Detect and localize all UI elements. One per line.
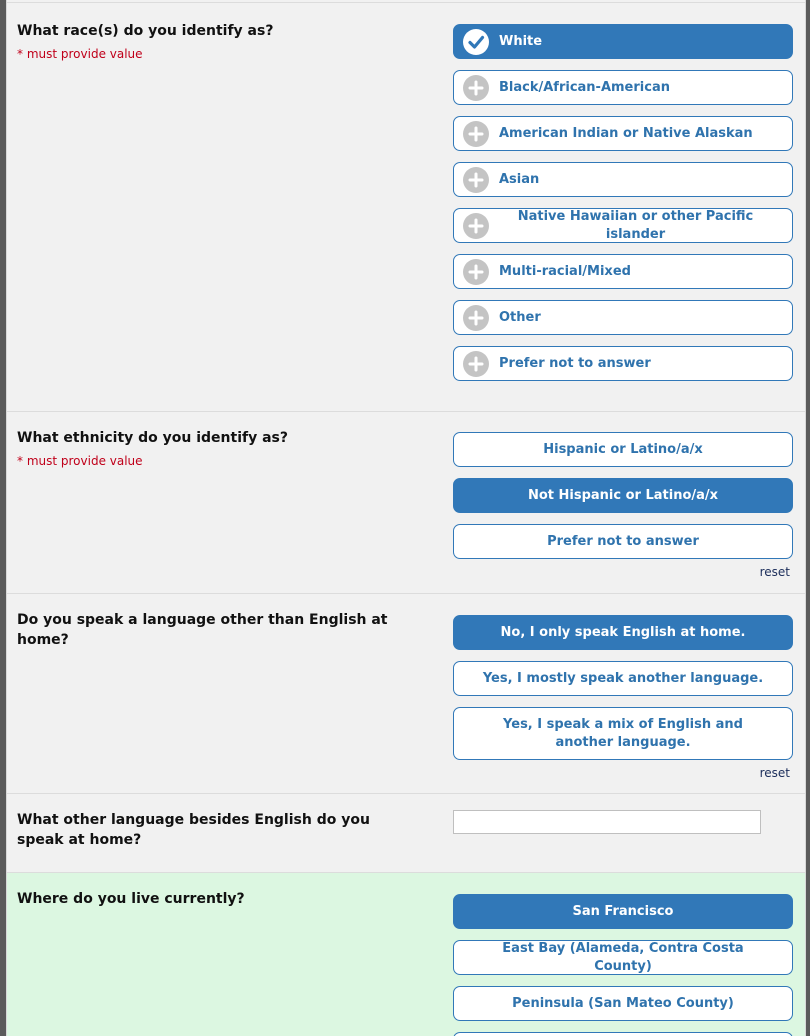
race-option-asian[interactable]: [453, 162, 793, 197]
check-circle-icon: [463, 29, 489, 55]
option-label: Native Hawaiian or other Pacific islander: [517, 208, 754, 242]
ethnicity-reset-link[interactable]: reset: [759, 565, 790, 579]
race-section: [7, 2, 805, 411]
language-home-section: [7, 593, 805, 793]
plus-circle-icon: [463, 351, 489, 377]
plus-circle-icon: [463, 305, 489, 331]
plus-circle-icon: [463, 259, 489, 285]
ethnicity-option-prefer-not[interactable]: Prefer not to answer: [453, 524, 793, 559]
residence-option-san-francisco[interactable]: San Francisco: [453, 894, 793, 929]
option-label: White: [499, 33, 543, 49]
race-option-white[interactable]: [453, 24, 793, 59]
option-label: Multi-racial/Mixed: [499, 263, 631, 279]
other-language-section: [7, 793, 805, 872]
race-option-prefer-not[interactable]: [453, 346, 793, 381]
option-label: Prefer not to answer: [499, 355, 651, 371]
plus-circle-icon: [463, 167, 489, 193]
language-home-question: Do you speak a language other than English at home?: [17, 612, 388, 648]
residence-option-next[interactable]: [453, 1032, 793, 1036]
survey-page: [6, 0, 806, 1036]
residence-section: [7, 872, 805, 1036]
plus-circle-icon: [463, 213, 489, 239]
plus-circle-icon: [463, 75, 489, 101]
ethnicity-section: [7, 411, 805, 593]
race-question: What race(s) do you identify as?: [17, 23, 274, 39]
ethnicity-option-not-hispanic[interactable]: Not Hispanic or Latino/a/x: [453, 478, 793, 513]
language-option-mostly-other[interactable]: Yes, I mostly speak another language.: [453, 661, 793, 696]
residence-question: Where do you live currently?: [17, 891, 245, 907]
race-required-note: * must provide value: [17, 47, 143, 61]
ethnicity-option-hispanic[interactable]: Hispanic or Latino/a/x: [453, 432, 793, 467]
race-option-native-hawaiian[interactable]: [453, 208, 793, 243]
residence-option-east-bay[interactable]: East Bay (Alameda, Contra Costa County): [453, 940, 793, 975]
option-label: Asian: [499, 171, 540, 187]
race-option-black[interactable]: [453, 70, 793, 105]
language-reset-link[interactable]: reset: [759, 766, 790, 780]
option-label: Other: [499, 309, 541, 325]
other-language-question: What other language besides English do you speak at home?: [17, 812, 370, 848]
race-option-american-indian[interactable]: [453, 116, 793, 151]
ethnicity-question: What ethnicity do you identify as?: [17, 430, 288, 446]
race-option-other[interactable]: [453, 300, 793, 335]
option-label: American Indian or Native Alaskan: [499, 125, 753, 141]
language-option-english-only[interactable]: No, I only speak English at home.: [453, 615, 793, 650]
option-label: Black/African-American: [499, 79, 670, 95]
other-language-input[interactable]: [453, 810, 761, 834]
plus-circle-icon: [463, 121, 489, 147]
race-option-multiracial[interactable]: [453, 254, 793, 289]
language-option-mix[interactable]: Yes, I speak a mix of English and another language.: [453, 707, 793, 760]
ethnicity-required-note: * must provide value: [17, 454, 143, 468]
residence-option-peninsula[interactable]: Peninsula (San Mateo County): [453, 986, 793, 1021]
